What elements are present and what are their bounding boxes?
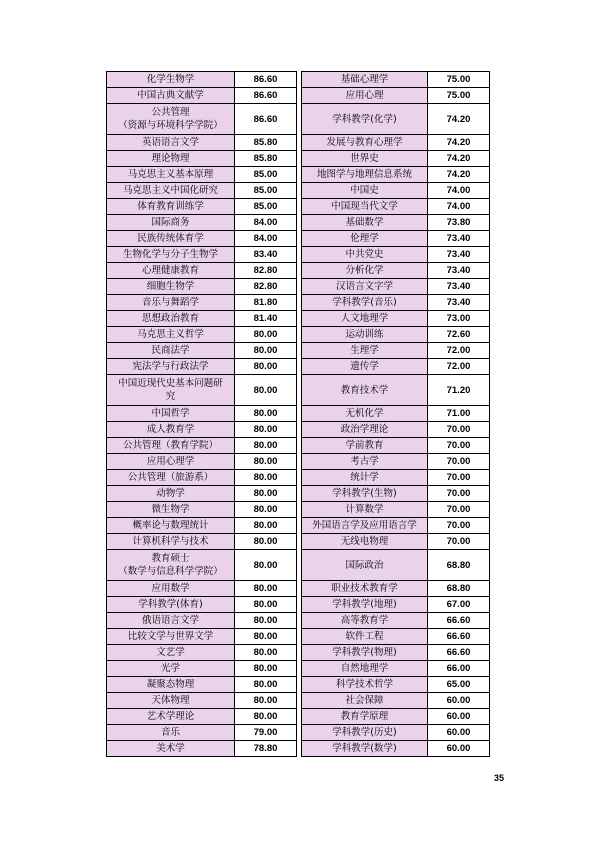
table-row — [107, 231, 490, 247]
table-row — [107, 438, 490, 454]
right-major-name: 学科教学(数学) — [302, 741, 428, 757]
right-major-name: 学科教学(生物) — [302, 486, 428, 502]
right-major-name: 世界史 — [302, 151, 428, 167]
right-major-name: 教育技术学 — [302, 375, 428, 406]
table-row — [107, 581, 490, 597]
left-major-name: 宪法学与行政法学 — [107, 359, 235, 375]
right-major-score: 72.00 — [428, 343, 490, 359]
right-major-score: 70.00 — [428, 486, 490, 502]
left-major-score: 80.00 — [235, 406, 297, 422]
left-major-name: 中国哲学 — [107, 406, 235, 422]
left-major-name: 民商法学 — [107, 343, 235, 359]
right-major-score: 73.40 — [428, 247, 490, 263]
table-row — [107, 422, 490, 438]
left-major-name: 生物化学与分子生物学 — [107, 247, 235, 263]
left-major-score: 85.80 — [235, 135, 297, 151]
left-major-score: 84.00 — [235, 231, 297, 247]
right-major-name: 生理学 — [302, 343, 428, 359]
right-major-name: 高等教育学 — [302, 613, 428, 629]
left-major-name: 概率论与数理统计 — [107, 518, 235, 534]
right-major-name: 软件工程 — [302, 629, 428, 645]
table-row — [107, 359, 490, 375]
table-row — [107, 104, 490, 135]
right-major-name: 学科教学(化学) — [302, 104, 428, 135]
left-major-score: 80.00 — [235, 709, 297, 725]
right-major-score: 74.20 — [428, 151, 490, 167]
table-row — [107, 741, 490, 757]
right-major-name: 地图学与地理信息系统 — [302, 167, 428, 183]
right-major-name: 伦理学 — [302, 231, 428, 247]
right-major-score: 60.00 — [428, 709, 490, 725]
left-major-score: 80.00 — [235, 550, 297, 581]
left-major-name: 民族传统体育学 — [107, 231, 235, 247]
right-major-name: 学科教学(历史) — [302, 725, 428, 741]
left-major-name: 理论物理 — [107, 151, 235, 167]
left-major-name: 音乐 — [107, 725, 235, 741]
right-major-score: 70.00 — [428, 470, 490, 486]
table-row — [107, 215, 490, 231]
left-major-name: 文艺学 — [107, 645, 235, 661]
left-major-score: 80.00 — [235, 661, 297, 677]
left-major-score: 86.60 — [235, 72, 297, 88]
right-major-name: 国际政治 — [302, 550, 428, 581]
left-major-name: 应用数学 — [107, 581, 235, 597]
right-major-name: 基础心理学 — [302, 72, 428, 88]
right-major-name: 科学技术哲学 — [302, 677, 428, 693]
right-major-score: 74.00 — [428, 199, 490, 215]
right-major-score: 66.60 — [428, 645, 490, 661]
right-major-name: 基础数学 — [302, 215, 428, 231]
table-row — [107, 709, 490, 725]
left-major-score: 80.00 — [235, 597, 297, 613]
table-row — [107, 375, 490, 406]
table-row — [107, 343, 490, 359]
table-row — [107, 406, 490, 422]
left-major-score: 82.80 — [235, 263, 297, 279]
right-major-name: 外国语言学及应用语言学 — [302, 518, 428, 534]
left-major-score: 80.00 — [235, 534, 297, 550]
right-major-score: 60.00 — [428, 693, 490, 709]
left-major-score: 85.00 — [235, 183, 297, 199]
right-major-name: 计算数学 — [302, 502, 428, 518]
right-major-score: 70.00 — [428, 454, 490, 470]
table-row — [107, 199, 490, 215]
left-major-score: 80.00 — [235, 422, 297, 438]
left-major-name: 公共管理（教育学院） — [107, 438, 235, 454]
right-major-score: 75.00 — [428, 88, 490, 104]
left-major-name: 国际商务 — [107, 215, 235, 231]
right-major-score: 70.00 — [428, 438, 490, 454]
left-major-score: 80.00 — [235, 454, 297, 470]
right-major-score: 73.40 — [428, 295, 490, 311]
right-major-name: 遗传学 — [302, 359, 428, 375]
right-major-score: 66.00 — [428, 661, 490, 677]
table-row — [107, 693, 490, 709]
left-major-score: 85.80 — [235, 151, 297, 167]
right-major-name: 学科教学(音乐) — [302, 295, 428, 311]
right-major-name: 汉语言文字学 — [302, 279, 428, 295]
left-major-name: 细胞生物学 — [107, 279, 235, 295]
left-major-score: 80.00 — [235, 677, 297, 693]
left-major-score: 80.00 — [235, 438, 297, 454]
right-major-name: 应用心理 — [302, 88, 428, 104]
left-major-score: 80.00 — [235, 629, 297, 645]
right-major-score: 72.60 — [428, 327, 490, 343]
right-major-score: 70.00 — [428, 534, 490, 550]
right-major-name: 无机化学 — [302, 406, 428, 422]
table-row — [107, 311, 490, 327]
right-major-name: 无线电物理 — [302, 534, 428, 550]
right-major-score: 73.40 — [428, 263, 490, 279]
right-major-score: 72.00 — [428, 359, 490, 375]
right-major-name: 统计学 — [302, 470, 428, 486]
left-major-score: 80.00 — [235, 581, 297, 597]
right-major-score: 74.00 — [428, 183, 490, 199]
right-major-name: 教育学原理 — [302, 709, 428, 725]
left-major-name: 动物学 — [107, 486, 235, 502]
left-major-name: 马克思主义中国化研究 — [107, 183, 235, 199]
table-row — [107, 247, 490, 263]
table-row — [107, 518, 490, 534]
right-major-score: 60.00 — [428, 725, 490, 741]
left-major-name: 马克思主义基本原理 — [107, 167, 235, 183]
table-row — [107, 502, 490, 518]
right-major-name: 人文地理学 — [302, 311, 428, 327]
left-major-name: 中国近现代史基本问题研 究 — [107, 375, 235, 406]
right-major-score: 73.40 — [428, 279, 490, 295]
right-major-name: 社会保障 — [302, 693, 428, 709]
left-major-name: 化学生物学 — [107, 72, 235, 88]
left-major-score: 85.00 — [235, 199, 297, 215]
left-major-score: 80.00 — [235, 613, 297, 629]
table-row — [107, 725, 490, 741]
left-major-name: 美术学 — [107, 741, 235, 757]
left-major-score: 79.00 — [235, 725, 297, 741]
left-major-name: 马克思主义哲学 — [107, 327, 235, 343]
left-major-score: 80.00 — [235, 359, 297, 375]
right-major-score: 70.00 — [428, 518, 490, 534]
table-body — [107, 72, 490, 757]
left-major-name: 体育教育训练学 — [107, 199, 235, 215]
left-major-name: 心理健康教育 — [107, 263, 235, 279]
left-major-score: 84.00 — [235, 215, 297, 231]
right-major-score: 66.60 — [428, 629, 490, 645]
left-major-score: 81.80 — [235, 295, 297, 311]
left-major-score: 80.00 — [235, 486, 297, 502]
left-major-name: 公共管理 （资源与环境科学学院） — [107, 104, 235, 135]
right-major-score: 70.00 — [428, 502, 490, 518]
right-major-score: 75.00 — [428, 72, 490, 88]
left-major-name: 英语语言文学 — [107, 135, 235, 151]
left-major-name: 学科教学(体育) — [107, 597, 235, 613]
right-major-score: 66.60 — [428, 613, 490, 629]
left-major-score: 85.00 — [235, 167, 297, 183]
left-major-score: 80.00 — [235, 327, 297, 343]
left-major-name: 光学 — [107, 661, 235, 677]
right-major-score: 73.40 — [428, 231, 490, 247]
right-major-score: 73.80 — [428, 215, 490, 231]
table-row — [107, 151, 490, 167]
table-row — [107, 629, 490, 645]
left-major-score: 86.60 — [235, 104, 297, 135]
table-row — [107, 661, 490, 677]
right-major-score: 65.00 — [428, 677, 490, 693]
left-major-name: 教育硕士 （数学与信息科学学院） — [107, 550, 235, 581]
page-number: 35 — [494, 773, 505, 783]
table-row — [107, 263, 490, 279]
table-row — [107, 88, 490, 104]
left-major-score: 80.00 — [235, 375, 297, 406]
score-table — [106, 71, 490, 757]
left-major-name: 天体物理 — [107, 693, 235, 709]
table-row — [107, 534, 490, 550]
left-major-score: 80.00 — [235, 502, 297, 518]
left-major-score: 80.00 — [235, 343, 297, 359]
left-major-name: 艺术学理论 — [107, 709, 235, 725]
left-major-name: 凝聚态物理 — [107, 677, 235, 693]
left-major-name: 应用心理学 — [107, 454, 235, 470]
left-major-score: 80.00 — [235, 518, 297, 534]
right-major-score: 73.00 — [428, 311, 490, 327]
table-row — [107, 167, 490, 183]
table-row — [107, 72, 490, 88]
right-major-name: 自然地理学 — [302, 661, 428, 677]
left-major-name: 微生物学 — [107, 502, 235, 518]
left-major-score: 82.80 — [235, 279, 297, 295]
table-row — [107, 454, 490, 470]
right-major-name: 学科教学(物理) — [302, 645, 428, 661]
table-row — [107, 470, 490, 486]
right-major-score: 74.20 — [428, 104, 490, 135]
right-major-name: 学科教学(地理) — [302, 597, 428, 613]
right-major-score: 60.00 — [428, 741, 490, 757]
left-major-score: 80.00 — [235, 645, 297, 661]
table-row — [107, 613, 490, 629]
left-major-name: 计算机科学与技术 — [107, 534, 235, 550]
left-major-name: 公共管理（旅游系） — [107, 470, 235, 486]
right-major-score: 68.80 — [428, 581, 490, 597]
left-major-score: 83.40 — [235, 247, 297, 263]
table-row — [107, 486, 490, 502]
left-major-name: 俄语语言文学 — [107, 613, 235, 629]
right-major-score: 71.00 — [428, 406, 490, 422]
table-row — [107, 135, 490, 151]
left-major-score: 86.60 — [235, 88, 297, 104]
left-major-score: 81.40 — [235, 311, 297, 327]
right-major-score: 74.20 — [428, 167, 490, 183]
right-major-name: 学前教育 — [302, 438, 428, 454]
table-row — [107, 645, 490, 661]
table-row — [107, 279, 490, 295]
right-major-name: 职业技术教育学 — [302, 581, 428, 597]
table-row — [107, 183, 490, 199]
left-major-score: 78.80 — [235, 741, 297, 757]
left-major-score: 80.00 — [235, 693, 297, 709]
right-major-name: 政治学理论 — [302, 422, 428, 438]
table-row — [107, 327, 490, 343]
right-major-score: 74.20 — [428, 135, 490, 151]
right-major-score: 70.00 — [428, 422, 490, 438]
right-major-name: 中共党史 — [302, 247, 428, 263]
left-major-name: 比较文学与世界文学 — [107, 629, 235, 645]
left-major-name: 中国古典文献学 — [107, 88, 235, 104]
right-major-name: 中国史 — [302, 183, 428, 199]
left-major-name: 音乐与舞蹈学 — [107, 295, 235, 311]
table-row — [107, 295, 490, 311]
table-row — [107, 597, 490, 613]
right-major-score: 67.00 — [428, 597, 490, 613]
right-major-score: 68.80 — [428, 550, 490, 581]
table-row — [107, 550, 490, 581]
right-major-name: 运动训练 — [302, 327, 428, 343]
right-major-name: 分析化学 — [302, 263, 428, 279]
right-major-name: 考古学 — [302, 454, 428, 470]
table-row — [107, 677, 490, 693]
left-major-score: 80.00 — [235, 470, 297, 486]
right-major-score: 71.20 — [428, 375, 490, 406]
right-major-name: 中国现当代文学 — [302, 199, 428, 215]
left-major-name: 思想政治教育 — [107, 311, 235, 327]
right-major-name: 发展与教育心理学 — [302, 135, 428, 151]
left-major-name: 成人教育学 — [107, 422, 235, 438]
